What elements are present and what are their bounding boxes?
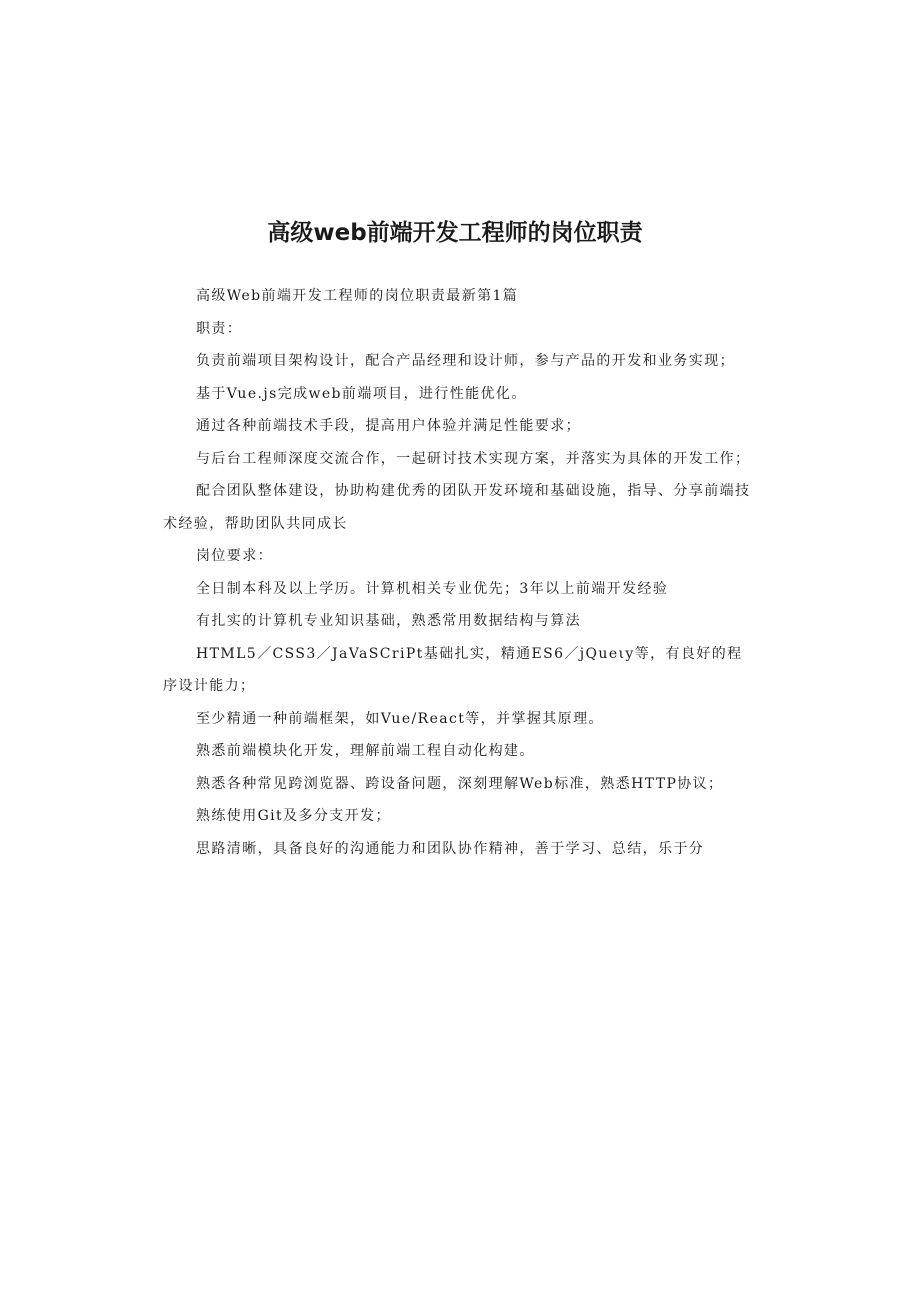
paragraph-requirement-1: 全日制本科及以上学历。计算机相关专业优先；3年以上前端开发经验 bbox=[196, 580, 669, 597]
paragraph-requirement-8: 思路清晰，具备良好的沟通能力和团队协作精神，善于学习、总结，乐于分 bbox=[196, 840, 705, 857]
paragraph-duties-label: 职责： bbox=[196, 320, 243, 337]
document-body bbox=[163, 280, 757, 865]
paragraph-heading: 高级Web前端开发工程师的岗位职责最新第1篇 bbox=[196, 288, 519, 304]
paragraph-requirement-2: 有扎实的计算机专业知识基础，熟悉常用数据结构与算法 bbox=[196, 613, 581, 629]
paragraph-requirement-4: 至少精通一种前端框架，如Vue/React等，并掌握其原理。 bbox=[196, 710, 604, 727]
paragraph-duty-5: 配合团队整体建设，协助构建优秀的团队开发环境和基础设施，指导、分享前端技术经验，帮助团队共同成长 bbox=[163, 483, 751, 532]
paragraph-requirement-7: 熟练使用Git及多分支开发； bbox=[196, 808, 391, 824]
document-title: 高级web前端开发工程师的岗位职责 bbox=[267, 220, 643, 246]
paragraph-requirement-5: 熟悉前端模块化开发，理解前端工程自动化构建。 bbox=[196, 743, 535, 759]
paragraph-requirement-6: 熟悉各种常见跨浏览器、跨设备问题，深刻理解Web标准，熟悉HTTP协议； bbox=[196, 775, 724, 792]
paragraph-duty-2: 基于Vue.js完成web前端项目，进行性能优化。 bbox=[196, 385, 527, 402]
paragraph-duty-1: 负责前端项目架构设计，配合产品经理和设计师，参与产品的开发和业务实现； bbox=[196, 353, 735, 369]
paragraph-requirements-label: 岗位要求： bbox=[196, 548, 273, 564]
paragraph-duty-3: 通过各种前端技术手段，提高用户体验并满足性能要求； bbox=[196, 418, 581, 434]
paragraph-duty-4: 与后台工程师深度交流合作，一起研讨技术实现方案，并落实为具体的开发工作； bbox=[196, 450, 751, 467]
paragraph-requirement-3: HTML5／CSS3／JaVaSCriPt基础扎实，精通ES6／jQueιy等，有良好的程序设计能力； bbox=[163, 645, 743, 694]
